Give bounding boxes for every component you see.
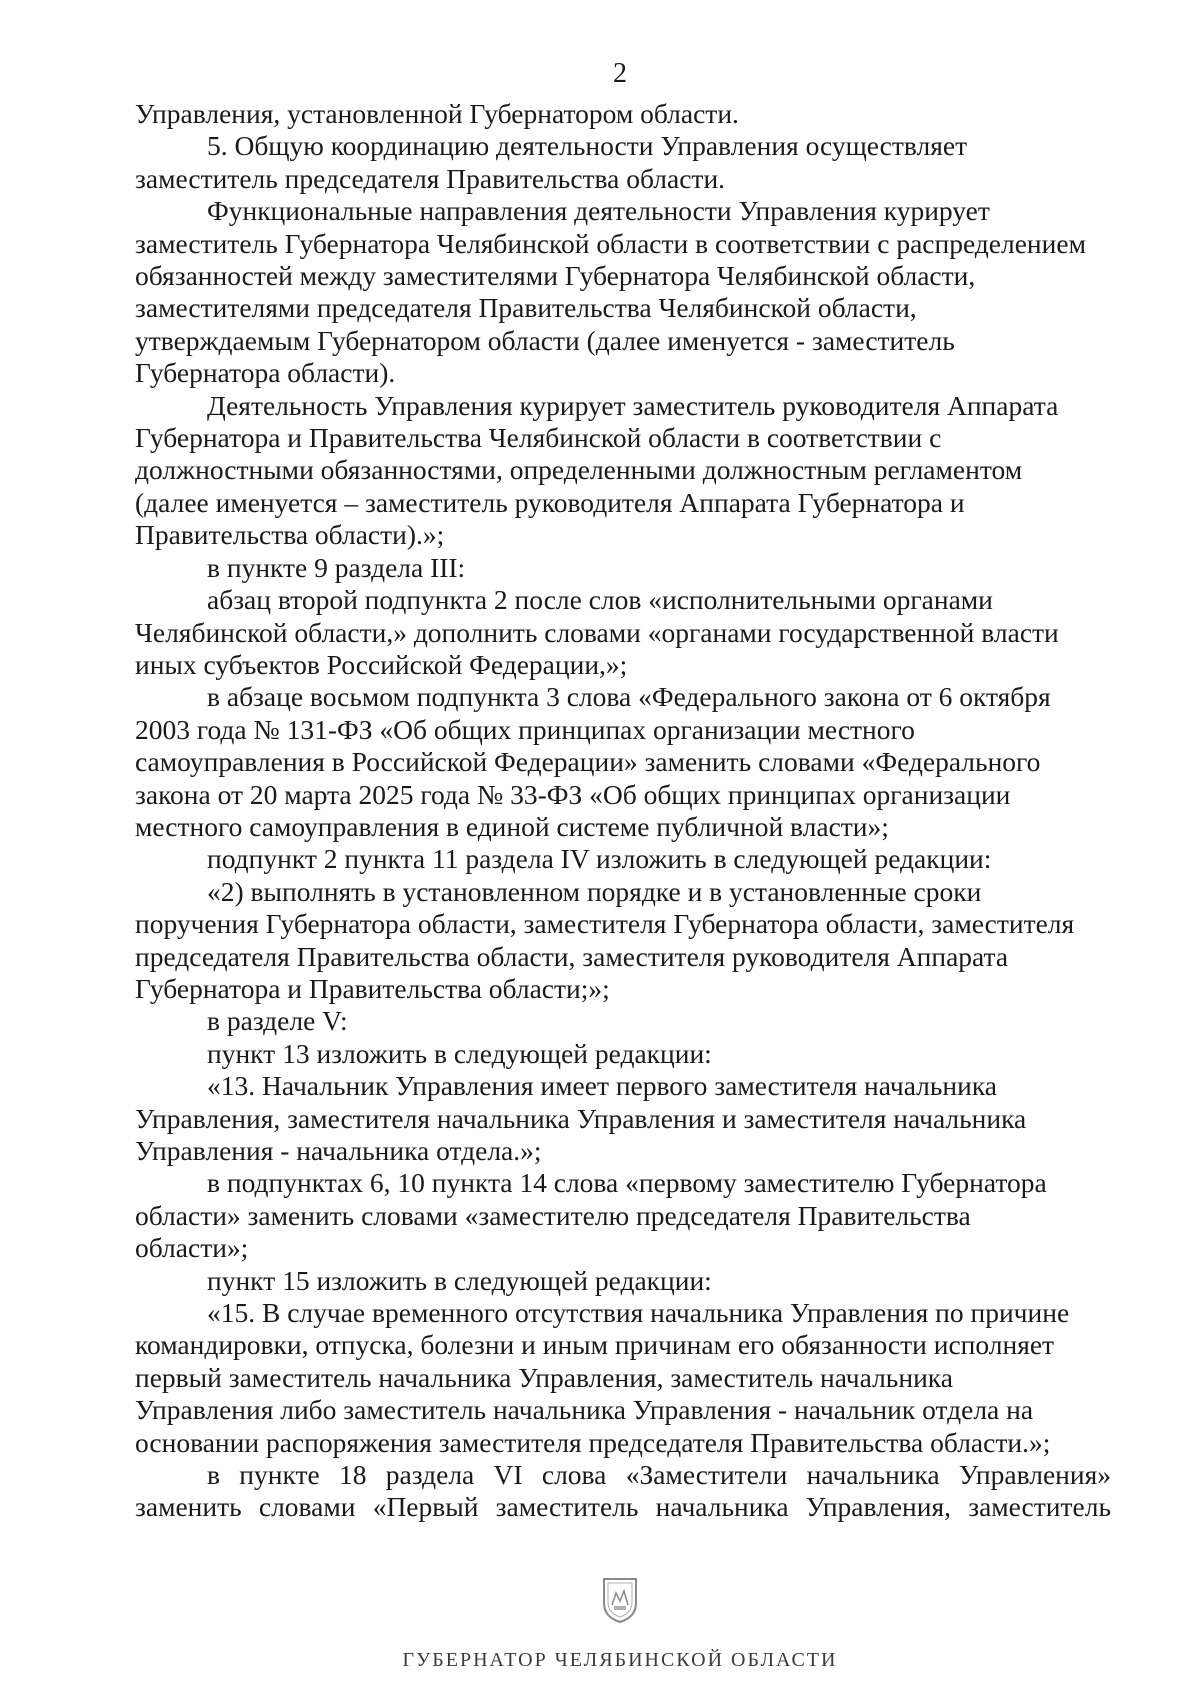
paragraph-13: пункт 15 изложить в следующей редакции:: [207, 1264, 712, 1296]
paragraph-5: абзац второй подпункта 2 после слов «исполнительными органами Челябинской области,» дополнить словами «органами государственной власти иных субъектов Российской Федерации,»;: [135, 584, 1059, 680]
paragraph-10: пункт 13 изложить в следующей редакции:: [207, 1037, 712, 1069]
paragraph-8: «2) выполнять в установленном порядке и в установленные сроки поручения Губернатора области, заместителя Губернатора области, заместителя председателя Правительства области, заместителя руководителя Аппарата Губернатора и Правительства области;»;: [135, 875, 1075, 1004]
paragraph-6: в абзаце восьмом подпункта 3 слова «Федерального закона от 6 октября 2003 года № 131-ФЗ «Об общих принципах организации местного самоуправления в Российской Федерации» заменить словами «Федерального закона от 20 марта 2025 года № 33-ФЗ «Об общих принципах организации местного самоуправления в единой системе публичной власти»;: [135, 681, 1051, 842]
paragraph-0: Управления, установленной Губернатором области.: [135, 98, 739, 129]
paragraph-1: 5. Общую координацию деятельности Управления осуществляет заместитель председателя Правительства области.: [135, 130, 968, 194]
paragraph-7: подпункт 2 пункта 11 раздела IV изложить в следующей редакции:: [207, 843, 992, 875]
coat-of-arms-icon: [600, 1575, 640, 1625]
paragraph-9: в разделе V:: [207, 1005, 348, 1037]
footer-caption: ГУБЕРНАТОР ЧЕЛЯБИНСКОЙ ОБЛАСТИ: [402, 1649, 838, 1671]
paragraph-15: в пункте 18 раздела VI слова «Заместители начальника Управления» заменить словами «Первый заместитель начальника Управления, заместитель: [135, 1459, 1111, 1523]
paragraph-4: в пункте 9 раздела III:: [207, 551, 466, 583]
paragraph-11: «13. Начальник Управления имеет первого заместителя начальника Управления, заместителя начальника Управления и заместителя начальника Управления - начальника отдела.»;: [135, 1070, 1027, 1166]
paragraph-14: «15. В случае временного отсутствия начальника Управления по причине командировки, отпуска, болезни и иным причинам его обязанности исполняет первый заместитель начальника Управления, заместитель начальника Управления либо заместитель начальника Управления - начальник отдела на основании распоряжения заместителя председателя Правительства области.»;: [135, 1297, 1070, 1458]
paragraph-2: Функциональные направления деятельности Управления курирует заместитель Губернатора Челябинской области в соответствии с распределением обязанностей между заместителями Губернатора Челябинской области, заместителями председателя Правительства Челябинской области, утверждаемым Губернатором области (далее именуется - заместитель Губернатора области).: [135, 195, 1086, 389]
letterhead-footer: [0, 1575, 1200, 1672]
document-body: [135, 98, 1111, 1524]
paragraph-12: в подпунктах 6, 10 пункта 14 слова «первому заместителю Губернатора области» заменить словами «заместителю председателя Правительства области»;: [135, 1167, 1047, 1264]
page-number: 2: [613, 58, 627, 89]
paragraph-3: Деятельность Управления курирует заместитель руководителя Аппарата Губернатора и Правительства Челябинской области в соответствии с должностными обязанностями, определенными должностным регламентом (далее именуется – заместитель руководителя Аппарата Губернатора и Правительства области).»;: [135, 389, 1059, 551]
